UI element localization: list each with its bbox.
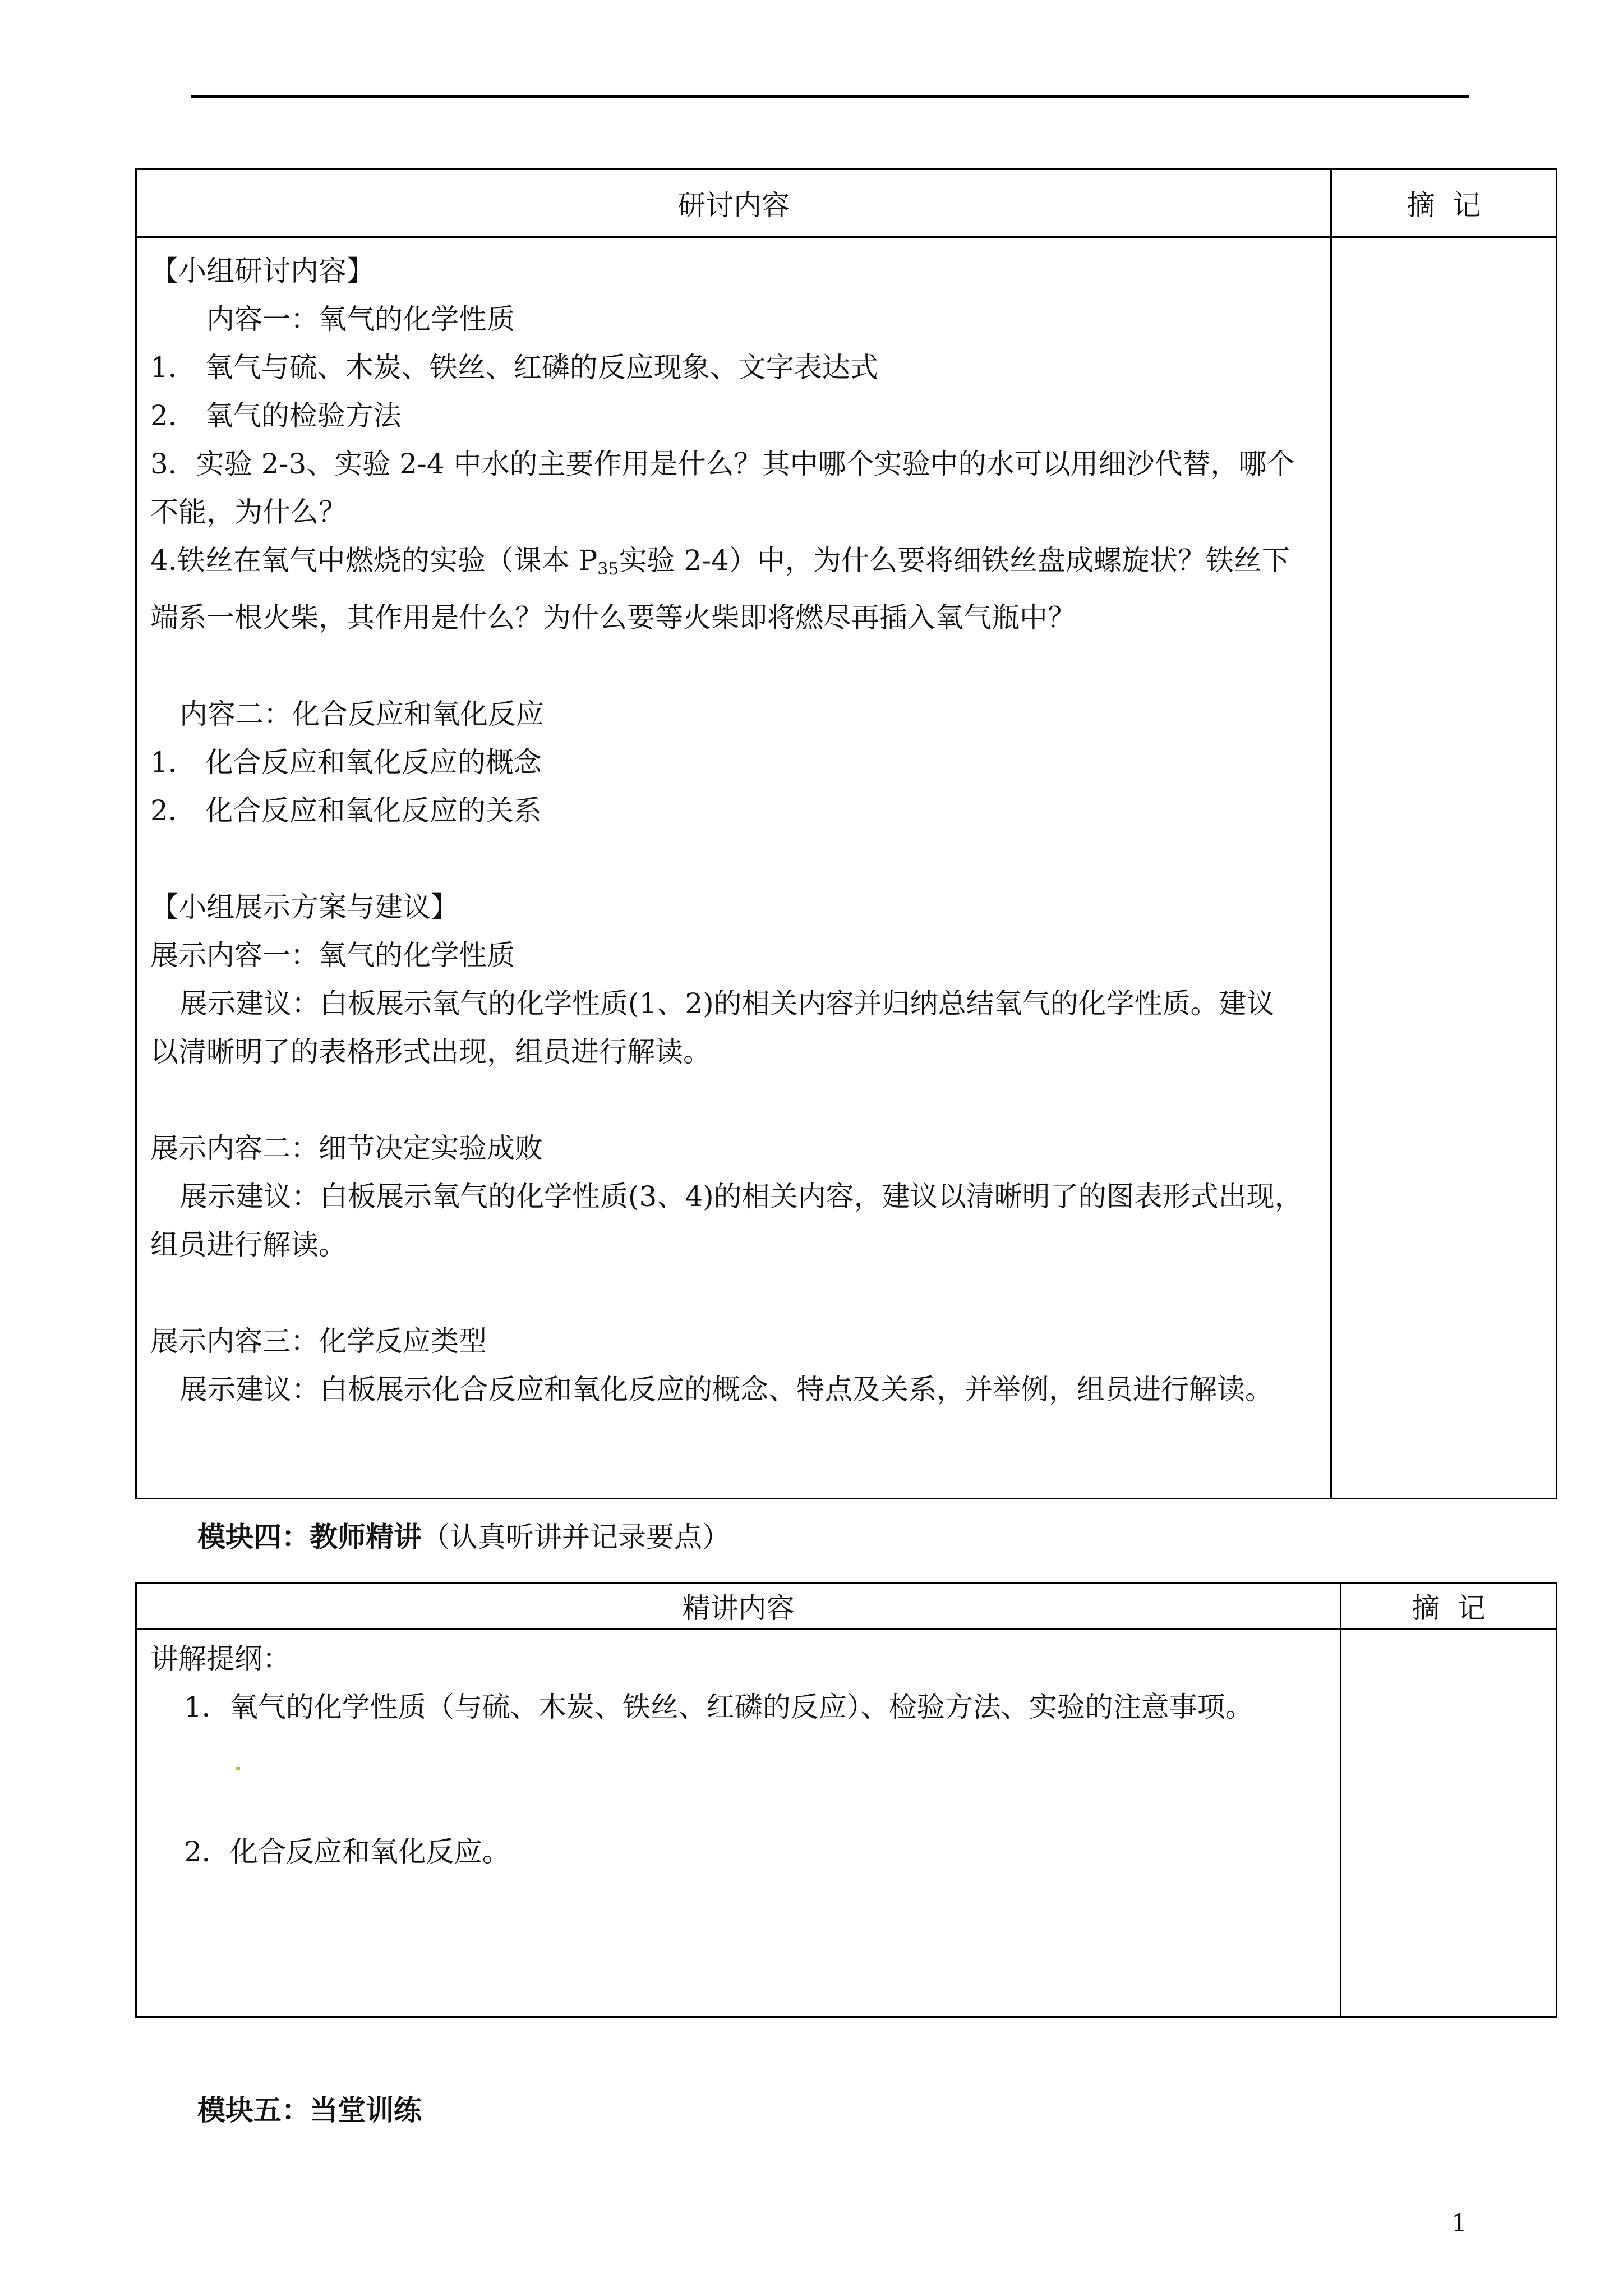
lecture-header-notes: 摘 记	[1341, 1583, 1557, 1630]
topic-one-title: 内容一：氧气的化学性质	[206, 303, 515, 335]
group-discussion-heading: 【小组研讨内容】	[150, 255, 375, 287]
lecture-outline-heading: 讲解提纲：	[150, 1642, 291, 1675]
lecture-header-content: 精讲内容	[136, 1583, 1341, 1630]
module-five-title	[197, 2088, 422, 2128]
topic-one-item-1: 1． 氧气与硫、木炭、铁丝、红磷的反应现象、文字表达式	[150, 351, 878, 384]
discussion-notes-cell	[1331, 237, 1557, 1499]
item-4-text-b: 实验 2-4）中，为什么要将细铁丝盘成螺旋状？铁丝下	[619, 544, 1290, 577]
green-speck-mark	[236, 1767, 240, 1770]
discussion-table	[135, 168, 1557, 1499]
page-number: 1	[1451, 2209, 1467, 2238]
lecture-notes-cell	[1341, 1630, 1557, 2017]
display-three-suggestion: 展示建议：白板展示化合反应和氧化反应的概念、特点及关系，并举例，组员进行解读。	[179, 1373, 1273, 1406]
lecture-outline-item-1: 1．氧气的化学性质（与硫、木炭、铁丝、红磷的反应）、检验方法、实验的注意事项。	[184, 1691, 1253, 1723]
group-display-heading: 【小组展示方案与建议】	[150, 891, 459, 923]
display-two-suggestion-cont: 组员进行解读。	[150, 1228, 347, 1261]
topic-one-item-2: 2． 氧气的检验方法	[150, 399, 402, 432]
display-two-suggestion: 展示建议：白板展示氧气的化学性质(3、4)的相关内容，建议以清晰明了的图表形式出现，	[179, 1180, 1303, 1213]
display-three-title: 展示内容三：化学反应类型	[150, 1325, 487, 1358]
header-rule	[191, 95, 1469, 98]
module-four-bold: 模块四：教师精讲	[197, 1521, 422, 1553]
display-one-suggestion-cont: 以清晰明了的表格形式出现，组员进行解读。	[150, 1036, 711, 1068]
discussion-body	[136, 237, 1331, 1499]
topic-one-item-3-cont: 不能，为什么？	[150, 496, 347, 528]
discussion-header-notes: 摘 记	[1331, 169, 1557, 237]
discussion-header-content: 研讨内容	[136, 169, 1331, 237]
topic-two-title: 内容二：化合反应和氧化反应	[179, 698, 544, 730]
lecture-body	[136, 1630, 1341, 2017]
topic-two-item-1: 1． 化合反应和氧化反应的概念	[150, 746, 542, 779]
lecture-table	[135, 1582, 1557, 2018]
display-one-title: 展示内容一：氧气的化学性质	[150, 939, 515, 972]
topic-one-item-4	[150, 536, 1321, 593]
display-two-title: 展示内容二：细节决定实验成败	[150, 1132, 543, 1165]
topic-one-item-3: 3．实验 2-3、实验 2-4 中水的主要作用是什么？其中哪个实验中的水可以用细沙代替，哪个	[150, 448, 1295, 480]
module-four-note: （认真听讲并记录要点）	[422, 1521, 730, 1553]
lecture-outline-item-2: 2．化合反应和氧化反应。	[184, 1835, 510, 1868]
topic-two-item-2: 2． 化合反应和氧化反应的关系	[150, 794, 542, 827]
item-4-text-a: 4.铁丝在氧气中燃烧的实验（课本 P	[150, 544, 598, 577]
page-subscript: 35	[597, 559, 619, 579]
module-four-title	[197, 1515, 730, 1555]
module-five-bold: 模块五：当堂训练	[197, 2094, 422, 2127]
topic-one-item-4-cont: 端系一根火柴，其作用是什么？为什么要等火柴即将燃尽再插入氧气瓶中？	[150, 601, 1076, 634]
display-one-suggestion: 展示建议：白板展示氧气的化学性质(1、2)的相关内容并归纳总结氧气的化学性质。建议	[179, 987, 1275, 1020]
